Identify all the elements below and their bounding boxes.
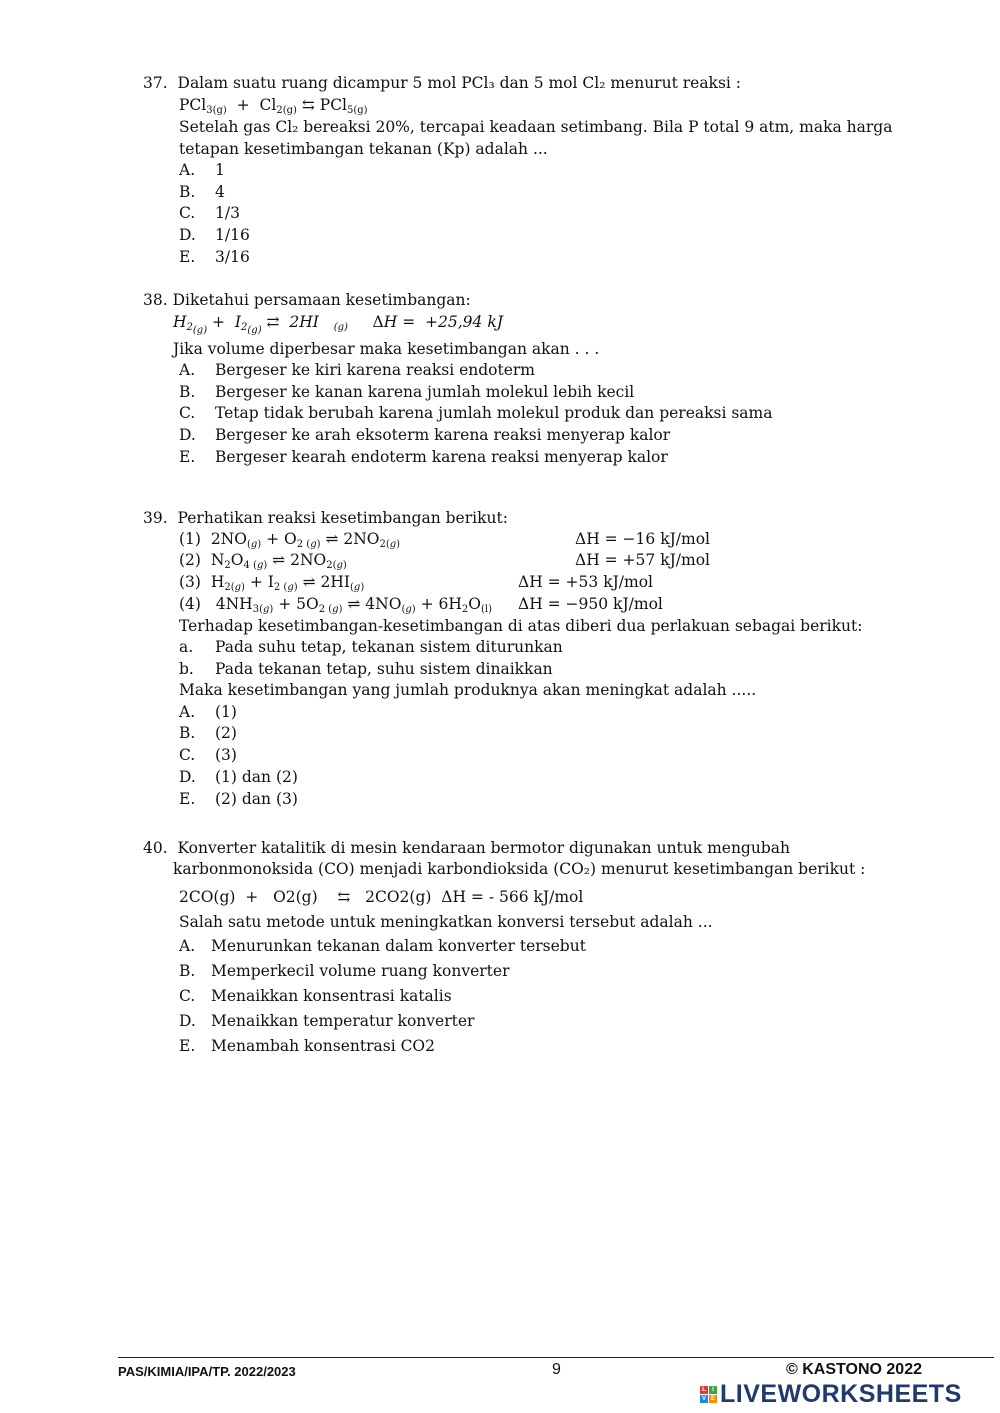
q37-text-2: tetapan kesetimbangan tekanan (Kp) adalah ...: [179, 140, 548, 158]
q39-reaction-2: (2) $N_2O_{4 (g)}$ ⇌ $2NO_{2(g)}$: [179, 551, 347, 571]
q39-reaction-3: (3) $H_{2(g)} + I_{2 (g)}$ ⇌ $2HI_{(g)}$: [179, 573, 365, 593]
q39-reaction-4-dh: ΔH = −950 kJ/mol: [518, 595, 663, 613]
q39-option-c[interactable]: C. (3): [179, 746, 237, 764]
liveworksheets-logo-icon: L I V E: [701, 1387, 715, 1402]
q39-reaction-1-dh: ΔH = −16 kJ/mol: [575, 530, 711, 548]
q40-number: 40.: [143, 839, 168, 857]
q37-option-b[interactable]: B. 4: [179, 183, 225, 201]
q37-stem: 37. Dalam suatu ruang dicampur 5 mol PCl₃ dan 5 mol Cl₂ menurut reaksi :: [143, 74, 742, 92]
q40-option-d[interactable]: D. Menaikkan temperatur konverter: [179, 1012, 475, 1030]
q40-option-b[interactable]: B. Memperkecil volume ruang konverter: [179, 962, 510, 980]
q39-number: 39.: [143, 509, 168, 527]
q37-text-1: Setelah gas Cl₂ bereaksi 20%, tercapai keadaan setimbang. Bila P total 9 atm, maka harga: [179, 118, 893, 136]
q37-reaction: $PCl_{3(g)} + Cl_{2(g)}$ ⇆ PCl$_{5(g)}$: [179, 96, 368, 116]
q38-question: Jika volume diperbesar maka kesetimbangan akan . . .: [173, 340, 600, 358]
q38-equation: $H_{2_{(g)}} + I_{2_{(g)}}$ ⇄ 2HI $_{(g)}$ ΔH = +25,94 kJ: [173, 313, 503, 336]
q37-option-c[interactable]: C. 1/3: [179, 204, 240, 222]
q39-reaction-1: (1) $2NO_{(g)} + O_{2 (g)}$ ⇌ $2NO_{2(g)}$: [179, 530, 401, 550]
q37-option-e[interactable]: E. 3/16: [179, 248, 250, 266]
q40-option-a[interactable]: A. Menurunkan tekanan dalam konverter tersebut: [179, 937, 586, 955]
q40-stem-2: karbonmonoksida (CO) menjadi karbondioksida (CO₂) menurut kesetimbangan berikut :: [173, 860, 866, 878]
q39-reaction-4: (4) $4NH_{3(g)} + 5O_{2 (g)}$ ⇌ $4NO_{(g)} + 6H_2O_{(l)}$: [179, 595, 493, 615]
q39-option-d[interactable]: D. (1) dan (2): [179, 768, 298, 786]
q39-option-a[interactable]: A. (1): [179, 703, 237, 721]
page-number: 9: [552, 1361, 561, 1378]
q38-option-e[interactable]: E. Bergeser kearah endoterm karena reaksi menyerap kalor: [179, 448, 668, 466]
q38-option-c[interactable]: C. Tetap tidak berubah karena jumlah molekul produk dan pereaksi sama: [179, 404, 773, 422]
q37-number: 37.: [143, 74, 168, 92]
q39-question: Maka kesetimbangan yang jumlah produknya akan meningkat adalah .....: [179, 681, 757, 699]
q38-option-a[interactable]: A. Bergeser ke kiri karena reaksi endoterm: [179, 361, 536, 379]
liveworksheets-logo[interactable]: [700, 1380, 962, 1409]
q40-option-e[interactable]: E. Menambah konsentrasi CO2: [179, 1037, 436, 1055]
q39-treatment-b: b. Pada tekanan tetap, suhu sistem dinaikkan: [179, 660, 553, 678]
q37-option-a[interactable]: A. 1: [179, 161, 225, 179]
q38-number: 38.: [143, 291, 168, 309]
q37-option-d[interactable]: D. 1/16: [179, 226, 250, 244]
footer-copyright: © KASTONO 2022: [786, 1361, 922, 1378]
q40-stem-1: 40. Konverter katalitik di mesin kendaraan bermotor digunakan untuk mengubah: [143, 839, 790, 857]
q38-option-b[interactable]: B. Bergeser ke kanan karena jumlah molekul lebih kecil: [179, 383, 635, 401]
q39-treatment-a: a. Pada suhu tetap, tekanan sistem diturunkan: [179, 638, 563, 656]
q40-option-c[interactable]: C. Menaikkan konsentrasi katalis: [179, 987, 452, 1005]
footer-divider: [118, 1357, 994, 1358]
q39-text-1: Terhadap kesetimbangan-kesetimbangan di atas diberi dua perlakuan sebagai berikut:: [179, 617, 863, 635]
q40-equation: 2CO(g) + O2(g) ⇆ 2CO2(g) ΔH = - 566 kJ/mol: [179, 888, 584, 906]
q39-stem: 39. Perhatikan reaksi kesetimbangan berikut:: [143, 509, 508, 527]
q39-option-b[interactable]: B. (2): [179, 724, 237, 742]
q39-reaction-3-dh: ΔH = +53 kJ/mol: [518, 573, 654, 591]
q39-reaction-2-dh: ΔH = +57 kJ/mol: [575, 551, 711, 569]
q38-stem: 38. Diketahui persamaan kesetimbangan:: [143, 291, 471, 309]
q38-option-d[interactable]: D. Bergeser ke arah eksoterm karena reaksi menyerap kalor: [179, 426, 671, 444]
q39-option-e[interactable]: E. (2) dan (3): [179, 790, 298, 808]
footer-course-code: PAS/KIMIA/IPA/TP. 2022/2023: [118, 1364, 296, 1379]
q40-question: Salah satu metode untuk meningkatkan konversi tersebut adalah ...: [179, 913, 713, 931]
liveworksheets-wordmark: LIVEWORKSHEETS: [720, 1380, 962, 1408]
